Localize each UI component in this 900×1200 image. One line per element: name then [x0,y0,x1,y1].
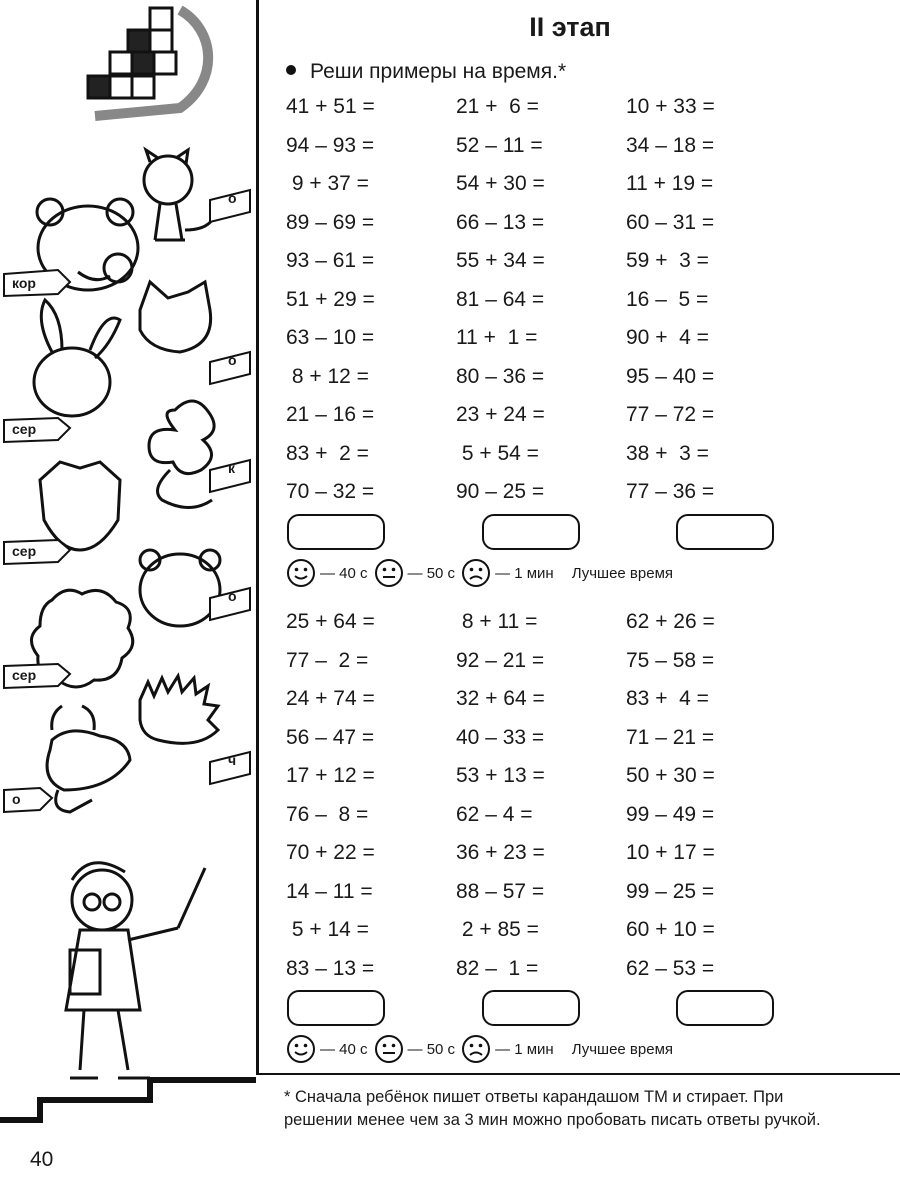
problem: 99 – 25 = [626,879,715,903]
time-box[interactable] [482,990,580,1026]
problem-row [286,719,796,758]
horizontal-divider [256,1073,900,1075]
problem: 11 + 1 = [456,326,538,350]
illustration-column [0,0,256,1200]
problem: 92 – 21 = [456,648,545,672]
problem: 90 + 4 = [626,326,709,350]
best-time-label: Лучшее время [571,1040,674,1058]
problem: 38 + 3 = [626,441,709,465]
stairs-decoration [0,1080,256,1120]
problem: 80 – 36 = [456,364,545,388]
problem-row [286,165,796,204]
problem: 62 – 4 = [456,802,533,826]
problem: 71 – 21 = [626,725,715,749]
problem: 54 + 30 = [456,172,545,196]
neutral-time: — 50 с [407,1040,456,1058]
problem: 32 + 64 = [456,687,545,711]
problem: 8 + 11 = [456,610,538,634]
problems-block-2 [286,603,796,988]
problem: 90 – 25 = [456,480,545,504]
instruction [286,60,566,84]
problem: 56 – 47 = [286,725,375,749]
sad-face-icon [461,558,491,588]
tag-letter: сер [12,543,37,559]
neutral-face-icon [374,558,404,588]
problem-row [286,358,796,397]
problem: 9 + 37 = [286,172,369,196]
problem: 16 – 5 = [626,287,709,311]
animal-faces [31,150,220,812]
problem-row [286,435,796,474]
problem: 77 – 36 = [626,480,715,504]
time-box[interactable] [676,514,774,550]
time-box[interactable] [676,990,774,1026]
problem-row [286,319,796,358]
problem-row [286,642,796,681]
problem-row [286,757,796,796]
problem: 62 – 53 = [626,956,715,980]
problem-row [286,680,796,719]
problem: 76 – 8 = [286,802,369,826]
happy-time: — 40 с [320,1040,368,1058]
tag-letter: о [12,791,21,807]
problem: 51 + 29 = [286,287,375,311]
instruction-text: Реши примеры на время.* [310,60,567,83]
problem: 52 – 11 = [456,133,543,157]
happy-time: — 40 с [320,564,368,582]
problem: 10 + 17 = [626,841,715,865]
happy-face-icon [286,1034,316,1064]
problem-row [286,873,796,912]
sad-face-icon [461,1034,491,1064]
tag-letter: кор [12,275,36,291]
problem: 82 – 1 = [456,956,539,980]
problem-row [286,204,796,243]
problem: 21 + 6 = [456,95,539,119]
problem-row [286,950,796,989]
problem: 83 + 4 = [626,687,709,711]
problem: 89 – 69 = [286,210,375,234]
problem: 83 – 13 = [286,956,375,980]
problem-row [286,911,796,950]
problem: 24 + 74 = [286,687,375,711]
problem: 50 + 30 = [626,764,715,788]
problem: 77 – 72 = [626,403,715,427]
problem: 75 – 58 = [626,648,715,672]
problem: 40 – 33 = [456,725,545,749]
problem-row [286,473,796,512]
problem: 99 – 49 = [626,802,715,826]
tag-letter: о [228,190,237,206]
problem: 70 – 32 = [286,480,375,504]
problem: 34 – 18 = [626,133,715,157]
happy-face-icon [286,558,316,588]
problem: 53 + 13 = [456,764,545,788]
tag-letter: сер [12,667,37,683]
page-number: 40 [30,1148,54,1171]
problem: 66 – 13 = [456,210,545,234]
problem: 11 + 19 = [626,172,714,196]
problem-row [286,127,796,166]
problem: 77 – 2 = [286,648,369,672]
problem: 8 + 12 = [286,364,369,388]
problem: 10 + 33 = [626,95,715,119]
problem-row [286,281,796,320]
problem-row [286,242,796,281]
problem-row [286,834,796,873]
neutral-time: — 50 с [407,564,456,582]
problem: 17 + 12 = [286,764,375,788]
tag-letter: сер [12,421,37,437]
time-box[interactable] [482,514,580,550]
footnote: * Сначала ребёнок пишет ответы карандашом ТМ и стирает. При решении менее чем за 3 мин можно пробовать писать ответы ручкой. [284,1088,821,1129]
puzzle-squares-icon [88,8,208,116]
problem: 5 + 14 = [286,918,369,942]
problem-row [286,603,796,642]
sad-time: — 1 мин [495,564,554,582]
problem-row [286,88,796,127]
problem: 36 + 23 = [456,841,545,865]
tag-letter: о [228,588,237,604]
problem: 88 – 57 = [456,879,545,903]
problem: 41 + 51 = [286,95,375,119]
tag-letter: к [228,460,236,476]
problem: 81 – 64 = [456,287,545,311]
problem: 2 + 85 = [456,918,539,942]
tag-letter: ч [228,752,237,768]
problem: 94 – 93 = [286,133,375,157]
problem: 25 + 64 = [286,610,375,634]
tag-letter: о [228,352,237,368]
problem: 95 – 40 = [626,364,715,388]
time-box[interactable] [287,990,385,1026]
boy-with-pointer [66,863,205,1078]
time-box[interactable] [287,514,385,550]
problem: 62 + 26 = [626,610,715,634]
bullet-icon [286,65,296,75]
problems-block-1 [286,88,796,512]
sad-time: — 1 мин [495,1040,554,1058]
problem: 23 + 24 = [456,403,545,427]
problem: 70 + 22 = [286,841,375,865]
timing-legend [286,1032,806,1066]
problem: 63 – 10 = [286,326,375,350]
timing-legend [286,556,806,590]
problem: 21 – 16 = [286,403,375,427]
problem: 93 – 61 = [286,249,375,273]
problem: 59 + 3 = [626,249,709,273]
problem: 60 – 31 = [626,210,715,234]
problem-row [286,796,796,835]
problem: 5 + 54 = [456,441,539,465]
vertical-divider [256,0,259,1075]
problem-row [286,396,796,435]
stage-title: II этап [529,12,611,42]
problem: 14 – 11 = [286,879,373,903]
neutral-face-icon [374,1034,404,1064]
problem: 83 + 2 = [286,441,369,465]
best-time-label: Лучшее время [571,564,674,582]
problem: 60 + 10 = [626,918,715,942]
problem: 55 + 34 = [456,249,545,273]
